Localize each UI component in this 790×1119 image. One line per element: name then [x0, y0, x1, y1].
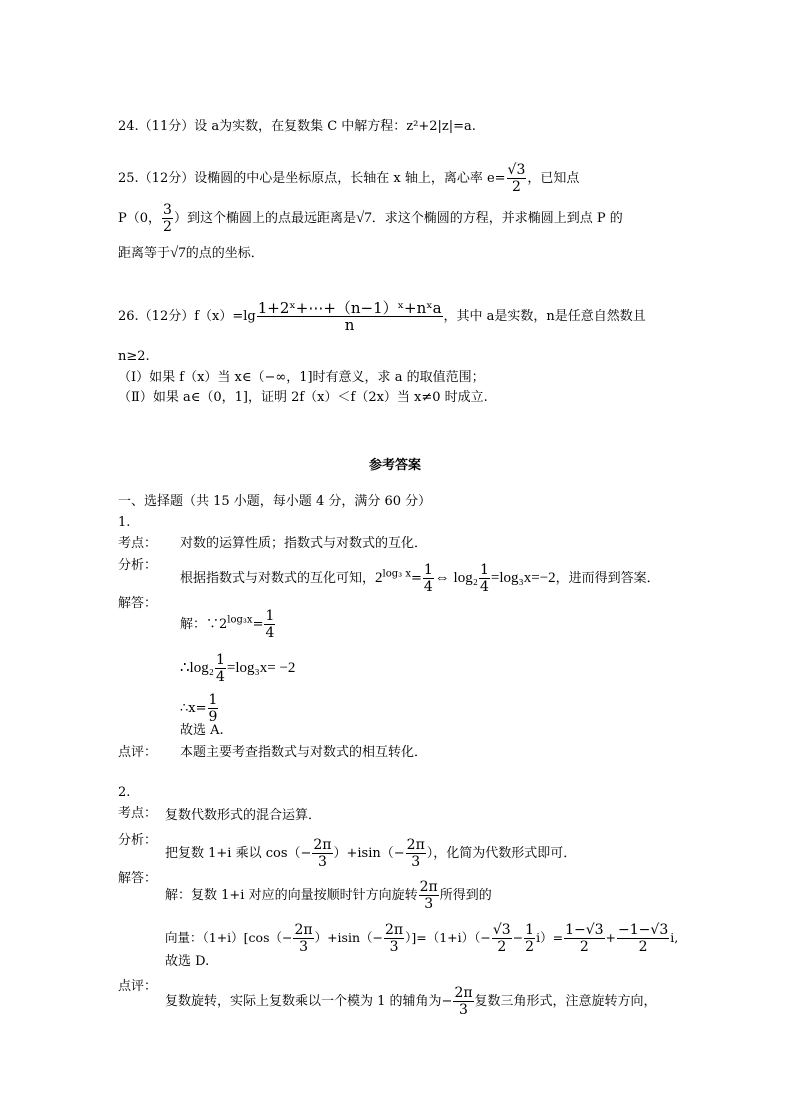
text: 复数旋转，实际上复数乘以一个模为 1 的辅角为− — [165, 994, 453, 1009]
denominator: n — [344, 316, 355, 334]
question-24: 24.（11分）设 a为实数，在复数集 C 中解方程：z²+2|z|=a. — [118, 119, 476, 134]
answer-2-dianping — [165, 985, 657, 1018]
text: ），化简为代数形式即可． — [426, 846, 577, 861]
answer-2-fenxi — [165, 837, 576, 870]
question-26-part1: （Ⅰ）如果 f（x）当 x∈（−∞，1]时有意义，求 a 的取值范围； — [118, 370, 485, 385]
q25-text: ，已知点 — [527, 171, 580, 186]
denominator: 4 — [215, 669, 225, 685]
denominator: 2 — [511, 179, 521, 195]
numerator: √3 — [507, 162, 526, 178]
text: = — [410, 571, 422, 586]
q25-text: 的点的坐标． — [185, 246, 264, 261]
numerator: 1 — [265, 608, 275, 624]
label-jieda: 解答： — [118, 871, 158, 886]
question-26-line1 — [118, 300, 646, 333]
text: ）+isin（− — [333, 846, 405, 861]
text: − — [512, 930, 524, 945]
fraction — [492, 922, 512, 955]
text: ⇔ log₂ — [434, 570, 478, 586]
label-kaodian: 考点： — [118, 806, 158, 821]
denominator: 2 — [497, 939, 507, 955]
answer-1-step3 — [180, 692, 219, 725]
label-fenxi: 分析： — [118, 833, 158, 848]
denominator: 2 — [638, 939, 648, 955]
numerator: √3 — [492, 922, 511, 938]
fraction — [564, 922, 604, 955]
fraction — [264, 608, 275, 641]
denominator: 4 — [423, 579, 433, 595]
denominator: 3 — [459, 1002, 468, 1018]
text: = — [252, 617, 264, 632]
q26-text: 26.（12分）f（x）=lg — [118, 309, 256, 324]
fraction — [479, 562, 490, 595]
point-fraction — [162, 202, 173, 235]
q25-text: 距离等于 — [118, 246, 171, 261]
denominator: 4 — [265, 625, 275, 641]
text: 向量：（1+i）[cos（− — [165, 930, 293, 945]
denominator: 2 — [525, 939, 535, 955]
text: ）+isin（− — [314, 930, 383, 945]
fraction — [312, 837, 332, 870]
numerator: 1+2ˣ+⋯+（n−1）ˣ+nˣa — [257, 299, 442, 317]
exponent: log₃ x — [382, 568, 411, 580]
answer-2-step1 — [165, 879, 492, 912]
numerator: −1−√3 — [618, 922, 669, 938]
text: 解：复数 1+i 对应的向量按顺时针方向旋转 — [165, 888, 418, 903]
text: ∴x= — [180, 701, 207, 716]
question-25-line2 — [118, 202, 623, 235]
text: 复数三角形式，注意旋转方向， — [474, 994, 657, 1009]
fraction — [208, 692, 219, 725]
text: 把复数 1+i 乘以 cos（− — [165, 846, 312, 861]
numerator: 2π — [454, 985, 473, 1001]
answer-1-kaodian: 对数的运算性质；指数式与对数式的互化． — [180, 536, 428, 551]
label-jieda: 解答： — [118, 596, 158, 611]
numerator: 1 — [208, 692, 218, 708]
question-26-part2: （Ⅱ）如果 a∈（0，1]，证明 2f（x）＜f（2x）当 x≠0 时成立. — [118, 390, 488, 405]
answer-1-step2 — [180, 652, 295, 685]
denominator: 3 — [299, 939, 308, 955]
fraction — [419, 879, 439, 912]
numerator: 1 — [215, 652, 225, 668]
denominator: 2 — [579, 939, 589, 955]
fraction — [384, 922, 404, 955]
denominator: 3 — [389, 939, 399, 955]
answer-1-step1 — [180, 608, 276, 641]
numerator: 2π — [385, 922, 404, 938]
text: i）= — [536, 930, 564, 945]
fraction — [524, 922, 535, 955]
exponent: log₃x — [227, 614, 253, 626]
question-26-cond: n≥2. — [118, 349, 150, 364]
question-25-line3 — [118, 245, 264, 262]
answer-2-choice: 故选 D. — [165, 954, 210, 969]
numerator: 1 — [423, 562, 433, 578]
numerator: 3 — [163, 202, 172, 218]
fraction — [293, 922, 313, 955]
label-fenxi: 分析： — [118, 558, 158, 573]
label-dianping: 点评： — [118, 979, 158, 994]
q26-fraction — [257, 300, 443, 333]
answer-1-dianping: 本题主要考查指数式与对数式的相互转化． — [180, 745, 428, 760]
q26-text: ，其中 a是实数，n是任意自然数且 — [443, 309, 646, 324]
base: 2 — [375, 570, 383, 586]
denominator: 2 — [163, 219, 172, 235]
text: =log₃x= −2 — [226, 660, 296, 676]
answer-2-kaodian: 复数代数形式的混合运算． — [165, 808, 322, 823]
denominator: 3 — [424, 896, 434, 912]
numerator: 1 — [525, 922, 535, 938]
sqrt7: √7 — [170, 245, 186, 261]
text: =log₃x=−2 — [490, 570, 556, 586]
question-25-line1 — [118, 162, 579, 195]
q25-text: ．求这个椭圆的方程，并求椭圆上到点 P 的 — [371, 211, 623, 226]
numerator: 2π — [419, 879, 438, 895]
text: 所得到的 — [439, 888, 492, 903]
answer-1-choice: 故选 A. — [180, 723, 224, 738]
denominator: 3 — [317, 854, 327, 870]
answer-2-step2 — [165, 922, 678, 955]
q25-text: 25.（12分）设椭圆的中心是坐标原点，长轴在 x 轴上，离心率 e= — [118, 171, 506, 186]
numerator: 2π — [406, 837, 425, 853]
numerator: 2π — [313, 837, 332, 853]
sqrt7: √7 — [355, 210, 372, 226]
label-dianping: 点评： — [118, 745, 158, 760]
answer-1-number: 1. — [118, 515, 131, 530]
answers-title: 参考答案 — [368, 458, 421, 473]
text: ）]=（1+i）（− — [405, 930, 491, 945]
fraction — [617, 922, 669, 955]
answer-2-number: 2. — [118, 785, 131, 800]
denominator: 9 — [208, 709, 218, 725]
text: + — [605, 930, 617, 945]
section-heading: 一、选择题（共 15 小题，每小题 4 分，满分 60 分） — [118, 494, 432, 509]
text: i, — [670, 930, 679, 945]
text: 根据指数式与对数式的互化可知， — [180, 571, 376, 586]
answer-1-fenxi — [180, 562, 660, 595]
denominator: 3 — [411, 854, 421, 870]
label-kaodian: 考点： — [118, 536, 158, 551]
q25-text: P（0， — [118, 211, 162, 226]
text: ∴log₂ — [180, 660, 214, 676]
q25-text: ）到这个椭圆上的点最远距离是 — [173, 211, 356, 226]
fraction — [215, 652, 226, 685]
numerator: 1 — [479, 562, 489, 578]
text: ，进而得到答案． — [555, 571, 660, 586]
fraction — [423, 562, 434, 595]
numerator: 1−√3 — [565, 922, 604, 938]
fraction — [453, 985, 473, 1018]
eccentricity-fraction — [507, 162, 527, 195]
numerator: 2π — [294, 922, 313, 938]
fraction — [406, 837, 426, 870]
text: 解：∵2 — [180, 617, 228, 632]
denominator: 4 — [479, 579, 489, 595]
